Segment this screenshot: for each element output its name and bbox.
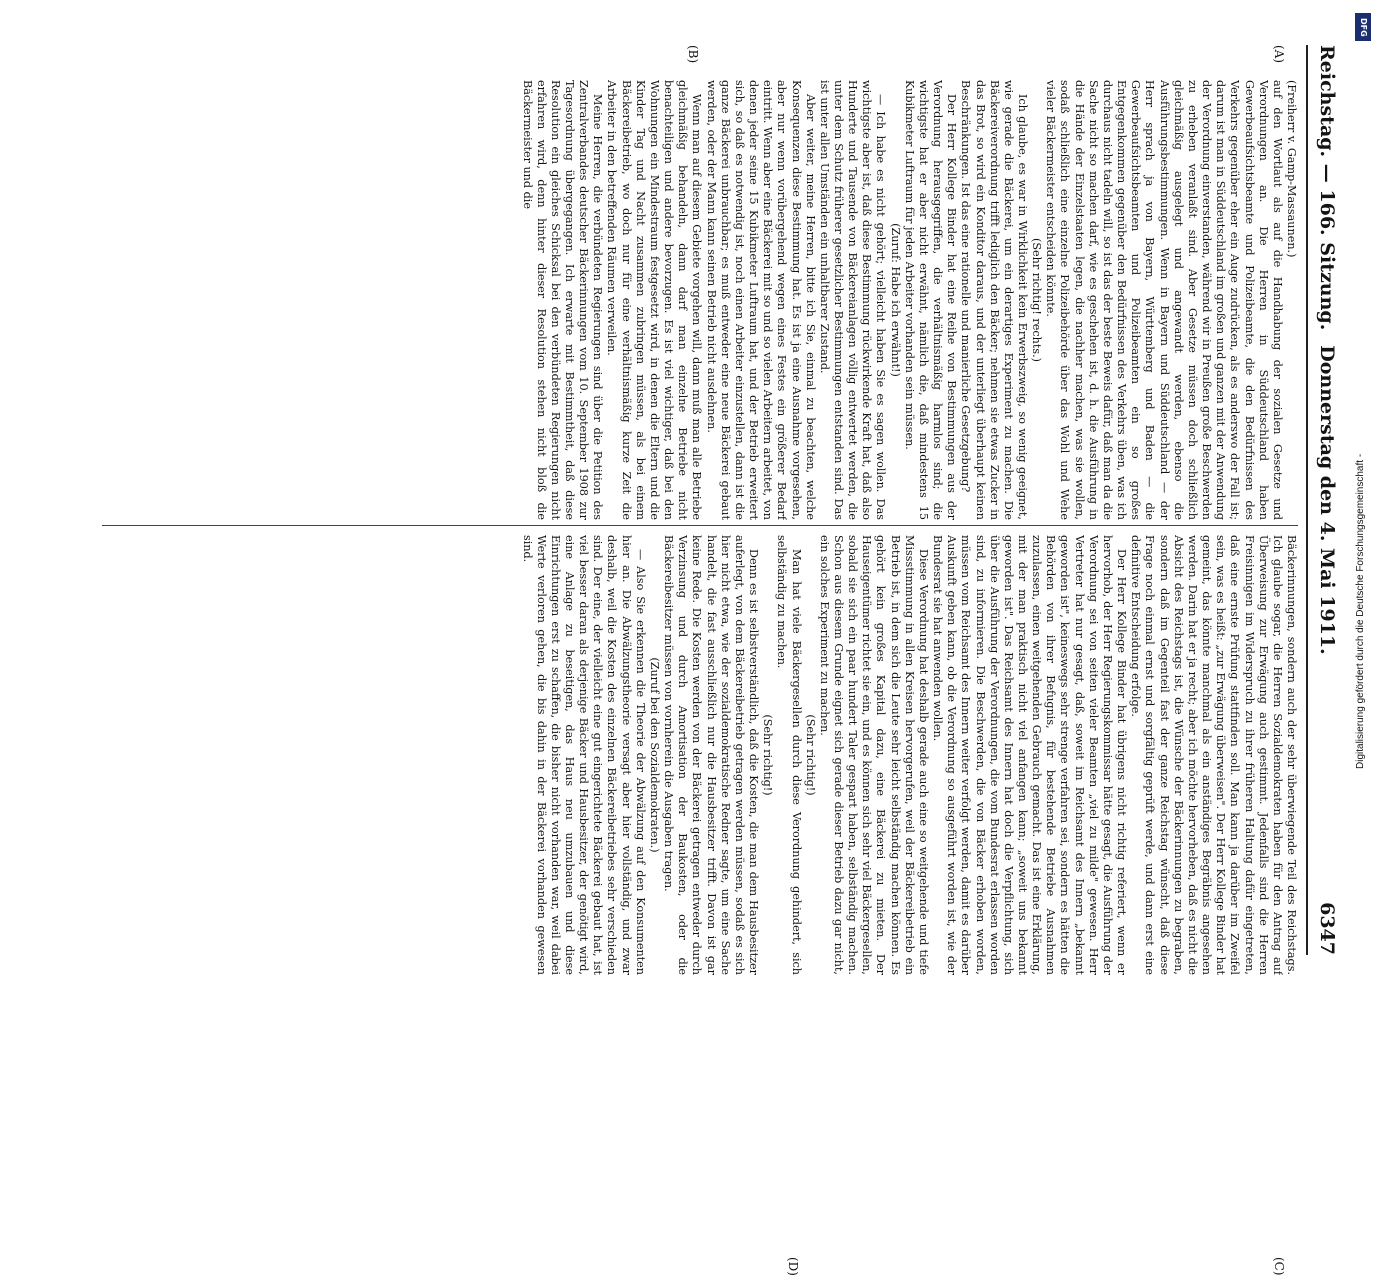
paragraph: Ich glaube, es war in Wirklichkeit kein Erwerbszweig, so wenig geeignet, wie gerade die Bäckerei, um ein derartiges Experiment zu machen. Die Bäckereiverordnung trifft lediglich den Bäcker; nehmen sie etwas Zucker in das Brot, so wird ein Konditor daraus, und der unterliegt überhaupt keinen Beschränkungen. Ist das eine rationelle und manierliche Gesetzgebung?	[959, 80, 1030, 520]
interjection: (Sehr richtig! rechts.)	[1030, 237, 1044, 363]
paragraph: Wenn man auf diesem Gebiete vorgehen will, dann muß man alle Betriebe gleichmäßig behandeln, dann darf man einzelne Betriebe nicht benachteiligen und andere bevorzugen. Es ist viel wichtiger, daß bei den Wohnungen ein Mindestraum festgesetzt wird, in denen die Eltern und die Kinder Tag und Nacht zusammen zubringen müssen, als bei einem Bäckereibetrieb, wo doch nur für eine verhältnismäßig kurze Zeit die Arbeiter in den betreffenden Räumen verweilen.	[605, 80, 704, 520]
running-head-left: Reichstag. — 166. Sitzung.	[1316, 45, 1338, 331]
paragraph: Meine Herren, die verbündeten Regierungen sind über die Petition des Zentralverbandes deutscher Bäckerinnungen vom 10. September 1908 zur Tagesordnung übergegangen. Ich erwarte mit Bestimmtheit, daß diese Resolution ein gleiches Schicksal bei den verbündeten Regierungen nicht erfahren wird, denn hinter dieser Resolution stehen nicht bloß die Bäckermeister und die	[520, 80, 605, 520]
header-rule	[1306, 45, 1308, 955]
paragraph: Der Herr Kollege Binder hat eine Reihe von Bestimmungen aus der Verordnung herausgegriffen, die verhältnismäßig harmlos sind; die wichtigste hat er aber nicht erwähnt, nämlich die, daß mindestens 15 Kubikmeter Luftraum für jeden Arbeiter vorhanden sein müssen.	[902, 80, 959, 520]
paragraph: Man hat viele Bäckergesellen durch diese Verordnung gehindert, sich selbständig zu machen.	[775, 535, 803, 975]
paragraph: Diese Verordnung hat deshalb gerade auch eine so weitgehende und tiefe Missstimmung in allen Kreisen hervorgerufen, weil der Bäckereibetrieb ein Betrieb ist, in dem sich die Leute sehr leicht selbständig machen können. Es gehört kein großes Kapital dazu, eine Bäckerei zu mieten. Der Hauseigentümer richtet sie ein, und es können sich sehr viel Bäckergesellen, sobald sie sich ein paar hundert Taler gespart haben, selbständig machen. Schon aus diesem Grunde eignet sich gerade dieser Betrieb dazu gar nicht, ein solches Experiment zu machen.	[817, 535, 930, 975]
speaker-line: (Freiherr v. Gamp-Massaunen.)	[1285, 80, 1298, 258]
paragraph: — Ich habe es nicht gehört; vielleicht haben Sie es sagen wollen. Das wichtigste aber ist, daß diese Bestimmung rückwirkende Kraft hat, daß also Hunderte und Tausende von Bäckereianlagen völlig entwertet werden, die unter dem Schutz früherer gesetzlicher Bestimmungen entstanden sind. Das ist unter allen Umständen ein unhaltbarer Zustand.	[817, 80, 888, 520]
right-column	[98, 535, 1298, 975]
paragraph: auf den Wortlaut als auf die Handhabung der sozialen Gesetze und Verordnungen an. Die Herren in Süddeutschland haben Gewerbeaufsichtsbeamte und Polizeibeamte, die den Bedürfnissen des Verkehrs gegenüber eher ein Auge zudrücken, als es anderswo der Fall ist; darum ist man in Süddeutschland im großen und ganzen mit der Anwendung der Verordnung einverstanden, während wir in Preußen große Beschwerden zu erheben veranlaßt sind. Aber Gesetze müssen doch schließlich gleichmäßig ausgelegt und angewandt werden, ebenso die Ausführungsbestimmungen. Wenn in Bayern und Süddeutschland — der Herr sprach ja von Bayern, Württemberg und Baden — die Gewerbeaufsichtsbeamten und Polizeibeamten ein so großes Entgegenkommen gegenüber den Bedürfnissen des Verkehrs üben, was ich durchaus nicht tadeln will, so ist das der beste Beweis dafür, daß man da die Sache nicht so machen darf, wie es geschehen ist, d. h. die Ausführung in die Hände der Einzelstaaten legen, die nachher machen, was sie wollen, sodaß schließlich eine einzelne Polizeibehörde über das Wohl und Wehe vieler Bäckermeister entscheiden könnte.	[1044, 80, 1284, 520]
margin-marker-c: (C)	[1272, 1257, 1286, 1276]
interjection: (Zuruf: Habe ich erwähnt!)	[888, 223, 902, 377]
running-head	[1312, 45, 1338, 955]
column-divider	[102, 525, 1298, 526]
paragraph: Denn es ist selbstverständlich, daß die Kosten, die man dem Hausbesitzer auferlegt, von dem Bäckereibetrieb getragen werden müssen, sodaß es sich hier nicht etwa, wie der sozialdemokratische Redner sagte, um eine Sache handelt, die fast ausschließlich nur die Hausbesitzer trifft. Davon ist gar keine Rede. Die Kosten werden von der Bäckerei getragen entweder durch Verzinsung und durch Amortisation der Baukosten, oder die Bäckereibesitzer müssen von vornherein die Ausgaben tragen.	[662, 535, 761, 975]
rotated-document-page	[88, 25, 1348, 1276]
margin-marker-b: (B)	[686, 45, 700, 64]
paragraph: Der Herr Kollege Binder hat übrigens nicht richtig referiert, wenn er hervorhob, der Herr Regierungskommissar hätte gesagt, die Ausführung der Verordnung sei von seiten vieler Beamten „viel zu milde" gewesen. Herr Vertreter hat nur gesagt, daß, soweit im Reichsamt des Innern „bekannt geworden ist", keineswegs sehr strenge verfahren sei, sondern es hätten die Behörden von ihrer Befugnis, für bestehende Betriebe Ausnahmen zuzulassen, einen weitgehenden Gebrauch gemacht. Das ist eine Erklärung, mit der man praktisch nicht viel anfangen kann; „soweit uns bekannt geworden ist". Das Reichsamt des Innern hat doch die Verpflichtung, sich über die Ausführung der Verordnungen, die vom Bundesrat erlassen worden sind, zu informieren. Die Beschwerden, die von Bäcker erhoben worden, müssen vom Reichsamt des Innern weiter verfolgt werden, damit es darüber Auskunft geben kann, ob die Verordnung so ausgeführt worden ist, wie der Bundesrat sie hat anwenden wollen.	[931, 535, 1129, 975]
interjection: (Zuruf bei den Sozialdemokraten.)	[647, 657, 661, 853]
page-number: 6347	[1316, 902, 1338, 955]
paragraph: Bäckerinnungen, sondern auch der sehr überwiegende Teil des Reichstags. Ich glaube sogar, die Herren Sozialdemokraten haben für den Antrag auf Überweisung zur Erwägung auch gestimmt. Jedenfalls sind die Herren Freisinnigen im Widerspruch zu ihrer früheren Haltung dafür eingetreten, daß eine ernste Prüfung stattfinden soll. Man kann ja darüber im Zweifel sein, was es heißt: „zur Erwägung überweisen". Der Herr Kollege Binder hat gemeint, das könnte manchmal als ein anständiges Begräbnis angesehen werden. Darin hat er ja recht; aber ich möchte hervorheben, daß es nicht die Absicht des Reichstags ist, die Wünsche der Bäckerinnungen zu begraben, sondern daß im Gegenteil fast der ganze Reichstag wünscht, daß diese Frage noch einmal ernst und sorgfältig geprüft werde, und dann erst eine definitive Entscheidung erfolge.	[1129, 535, 1298, 975]
digitization-sidebar	[1349, 5, 1379, 995]
margin-marker-a: (A)	[1272, 45, 1286, 64]
left-column	[98, 80, 1298, 520]
paragraph: Aber weiter, meine Herren, bitte ich Sie, einmal zu beachten, welche Konsequenzen diese Bestimmung hat. Es ist ja eine Ausnahme vorgesehen, aber nur wenn vorübergehend wegen eines Festes ein größerer Bedarf eintritt. Wenn aber eine Bäckerei mit so und so vielen Arbeitern arbeitet, von denen jeder seine 15 Kubikmeter Luftraum hat, und der Betrieb erweitert sich, so daß es notwendig ist, noch einen Arbeiter einzustellen, dann ist die ganze Bäckerei unbrauchbar; es muß entweder eine neue Bäckerei gebaut werden, oder der Mann kann seinen Betrieb nicht ausdehnen.	[704, 80, 817, 520]
paragraph: — Also Sie erkennen die Theorie der Abwälzung auf den Konsumenten hier an. Die Abwälzungstheorie versagt aber hier vollständig, und zwar deshalb, weil die Kosten des einzelnen Bäckereibetriebes sehr verschieden sind. Der eine, der vielleicht eine gut eingerichtete Bäckerei gebaut hat, ist viel besser daran als derjenige Bäcker und Hausbesitzer, der genötigt wird, eine Anlage zu beseitigen, das Haus neu umzubauen und diese Einrichtungen erst zu schaffen, die bisher nicht vorhanden war, weil dabei Werte verloren gehen, die bis dahin in der Bäckerei vorhanden gewesen sind.	[520, 535, 647, 975]
margin-marker-d: (D)	[786, 1257, 800, 1276]
interjection: (Sehr richtig!)	[803, 714, 817, 796]
digitization-note: Digitalisierung gefördert durch die Deutsche Forschungsgemeinschaft -	[1355, 453, 1366, 769]
dfg-logo: DFG	[1355, 13, 1371, 41]
running-head-date: Donnerstag den 4. Mai 1911.	[1316, 345, 1338, 655]
interjection: (Sehr richtig!)	[761, 714, 775, 796]
